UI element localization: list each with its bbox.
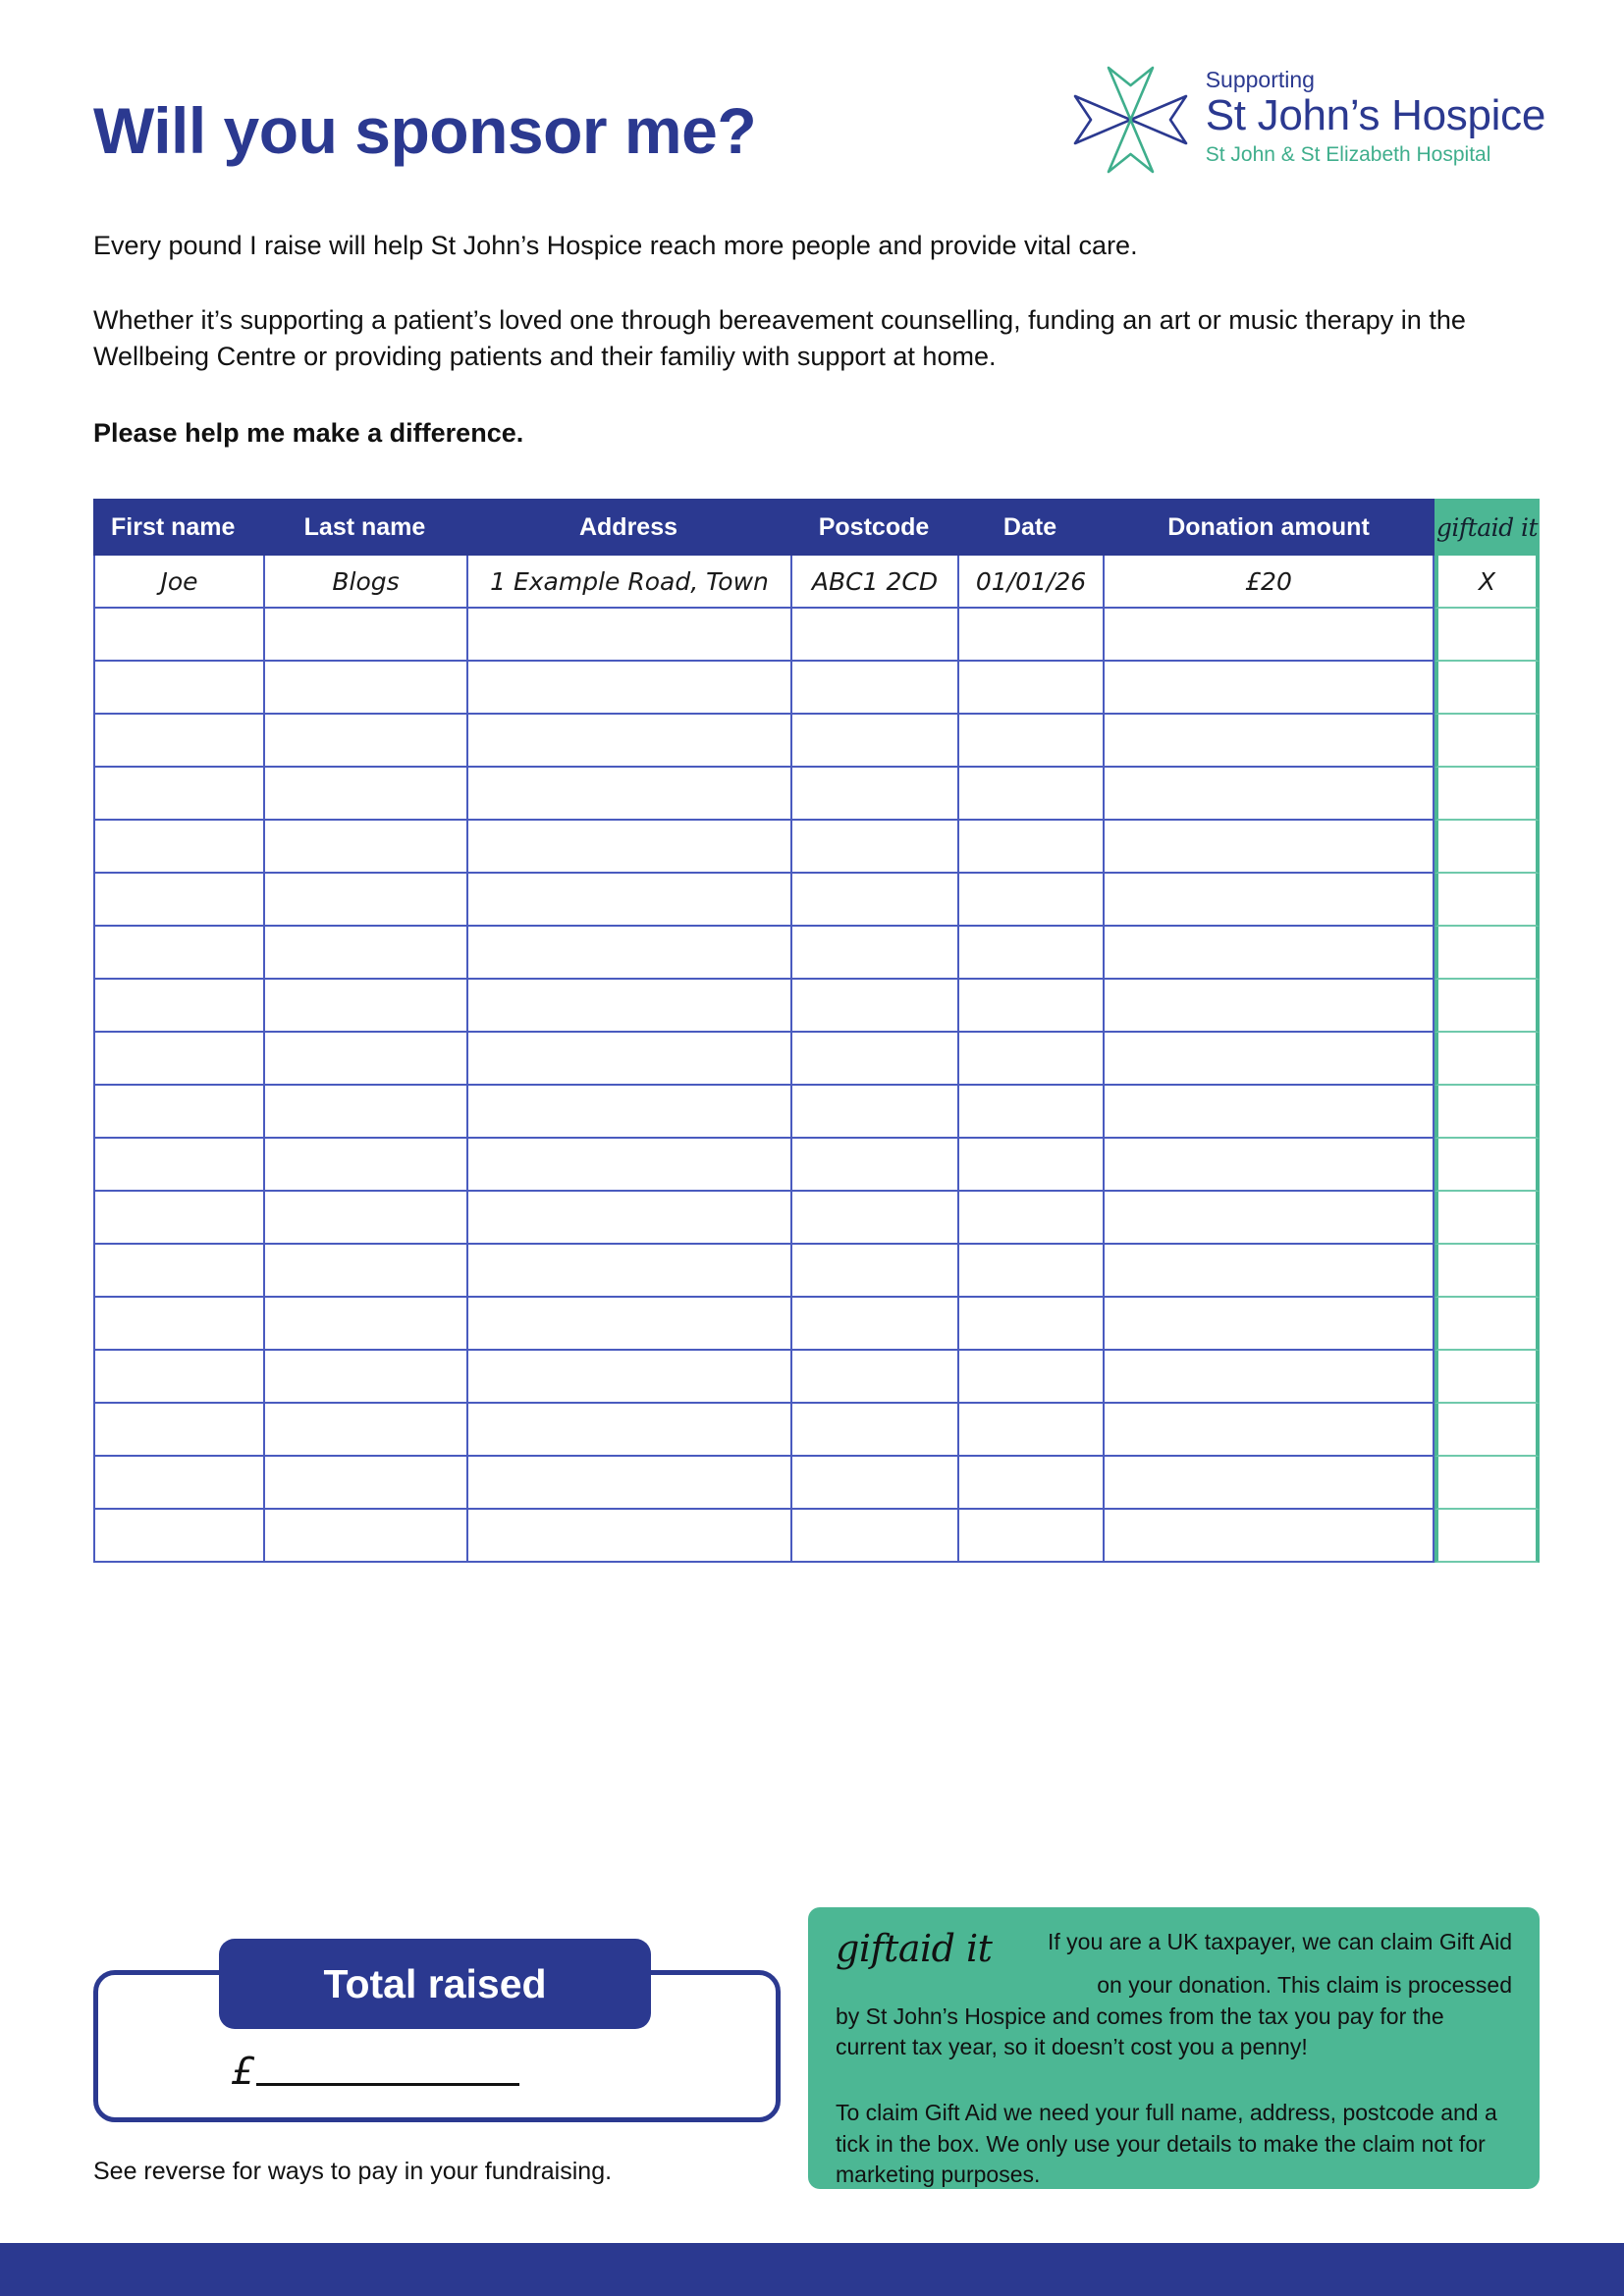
cell-date[interactable]: [957, 927, 1103, 980]
cell-date[interactable]: [957, 662, 1103, 715]
cell-address[interactable]: [466, 1086, 790, 1139]
cell-postcode[interactable]: [790, 1192, 957, 1245]
cell-postcode[interactable]: [790, 1404, 957, 1457]
cell-first-name[interactable]: [93, 1457, 263, 1510]
cell-address[interactable]: [466, 874, 790, 927]
cell-date[interactable]: [957, 1086, 1103, 1139]
table-row: [93, 1457, 1540, 1510]
cell-postcode[interactable]: [790, 715, 957, 768]
cell-last-name[interactable]: [263, 768, 466, 821]
cell-postcode[interactable]: [790, 556, 957, 609]
cell-address[interactable]: [466, 1351, 790, 1404]
cell-amount[interactable]: [1103, 874, 1435, 927]
cell-amount[interactable]: [1103, 1404, 1435, 1457]
cell-first-name[interactable]: [93, 1033, 263, 1086]
column-header-date: Date: [957, 499, 1103, 556]
maltese-cross-icon: [1069, 61, 1192, 179]
column-header-first-name: First name: [93, 499, 263, 556]
table-row: [93, 1351, 1540, 1404]
cell-amount[interactable]: [1103, 1457, 1435, 1510]
table-row: [93, 874, 1540, 927]
cell-amount[interactable]: [1103, 662, 1435, 715]
cell-giftaid-tick[interactable]: [1435, 1245, 1540, 1298]
cell-postcode[interactable]: [790, 1033, 957, 1086]
cell-first-name[interactable]: [93, 927, 263, 980]
cell-first-name[interactable]: [93, 715, 263, 768]
cell-value: Joe: [160, 566, 198, 596]
cell-amount[interactable]: [1103, 1086, 1435, 1139]
cell-address[interactable]: [466, 927, 790, 980]
cell-first-name[interactable]: [93, 1298, 263, 1351]
cell-first-name[interactable]: [93, 1245, 263, 1298]
cell-last-name[interactable]: [263, 1510, 466, 1563]
cell-value: £20: [1245, 566, 1292, 596]
cell-value: ABC1 2CD: [811, 566, 939, 596]
sponsor-table: [93, 499, 1540, 1563]
cell-postcode[interactable]: [790, 1298, 957, 1351]
cell-date[interactable]: [957, 1298, 1103, 1351]
cell-first-name[interactable]: [93, 1351, 263, 1404]
cell-postcode[interactable]: [790, 1510, 957, 1563]
cell-date[interactable]: [957, 556, 1103, 609]
hospice-logo: [1069, 59, 1545, 179]
table-row: [93, 1192, 1540, 1245]
giftaid-info-panel: [808, 1907, 1540, 2189]
cell-postcode[interactable]: [790, 1457, 957, 1510]
pound-symbol: £: [231, 2050, 255, 2093]
table-row: [93, 1139, 1540, 1192]
table-row: [93, 1510, 1540, 1563]
table-row: [93, 821, 1540, 874]
cell-amount[interactable]: [1103, 821, 1435, 874]
table-row: [93, 662, 1540, 715]
page-title: Will you sponsor me?: [93, 94, 757, 167]
cell-date[interactable]: [957, 874, 1103, 927]
cell-last-name[interactable]: [263, 715, 466, 768]
cell-giftaid-tick[interactable]: [1435, 1139, 1540, 1192]
cell-first-name[interactable]: [93, 1510, 263, 1563]
cell-address[interactable]: [466, 715, 790, 768]
cell-last-name[interactable]: [263, 874, 466, 927]
giftaid-paragraph-1c: by St John’s Hospice and comes from the tax you pay for the current tax year, so it doesn’t cost you a penny!: [836, 2002, 1444, 2059]
cell-date[interactable]: [957, 1510, 1103, 1563]
cell-amount[interactable]: [1103, 1033, 1435, 1086]
table-row: [93, 1245, 1540, 1298]
cell-date[interactable]: [957, 1245, 1103, 1298]
cell-last-name[interactable]: [263, 1457, 466, 1510]
cell-last-name[interactable]: [263, 1245, 466, 1298]
cell-address[interactable]: [466, 1139, 790, 1192]
cell-giftaid-tick[interactable]: [1435, 662, 1540, 715]
cell-last-name[interactable]: [263, 609, 466, 662]
footer-bar: [0, 2243, 1624, 2296]
cell-address[interactable]: [466, 609, 790, 662]
cell-postcode[interactable]: [790, 662, 957, 715]
cell-postcode[interactable]: [790, 927, 957, 980]
cell-last-name[interactable]: [263, 1192, 466, 1245]
logo-supporting-label: Supporting: [1205, 67, 1315, 92]
cell-giftaid-tick[interactable]: [1435, 1086, 1540, 1139]
total-raised-entry[interactable]: [231, 2050, 519, 2093]
giftaid-paragraph-1a: If you are a UK taxpayer, we can claim Gift Aid: [1048, 1929, 1512, 1954]
cell-amount[interactable]: [1103, 1351, 1435, 1404]
cell-address[interactable]: [466, 980, 790, 1033]
cell-last-name[interactable]: [263, 1298, 466, 1351]
cell-giftaid-tick[interactable]: [1435, 980, 1540, 1033]
intro-line-3: Please help me make a difference.: [93, 418, 524, 449]
total-raised-label: Total raised: [219, 1939, 651, 2029]
cell-date[interactable]: [957, 1351, 1103, 1404]
cell-date[interactable]: [957, 980, 1103, 1033]
cell-address[interactable]: [466, 1033, 790, 1086]
cell-amount[interactable]: [1103, 556, 1435, 609]
cell-last-name[interactable]: [263, 927, 466, 980]
cell-amount[interactable]: [1103, 715, 1435, 768]
cell-amount[interactable]: [1103, 1192, 1435, 1245]
cell-giftaid-tick[interactable]: [1435, 1457, 1540, 1510]
cell-first-name[interactable]: [93, 821, 263, 874]
column-header-donation-amount: Donation amount: [1103, 499, 1435, 556]
table-row: [93, 980, 1540, 1033]
table-row-example: [93, 556, 1540, 609]
cell-last-name[interactable]: [263, 1139, 466, 1192]
cell-giftaid-tick[interactable]: [1435, 715, 1540, 768]
table-row: [93, 768, 1540, 821]
cell-first-name[interactable]: [93, 1404, 263, 1457]
cell-address[interactable]: [466, 1404, 790, 1457]
cell-amount[interactable]: [1103, 980, 1435, 1033]
cell-giftaid-tick[interactable]: [1435, 609, 1540, 662]
table-row: [93, 1033, 1540, 1086]
cell-giftaid-tick[interactable]: [1435, 768, 1540, 821]
page-header: [93, 59, 1545, 226]
cell-giftaid-tick[interactable]: [1435, 1298, 1540, 1351]
column-header-last-name: Last name: [263, 499, 466, 556]
cell-address[interactable]: [466, 821, 790, 874]
cell-date[interactable]: [957, 1404, 1103, 1457]
cell-giftaid-tick[interactable]: [1435, 874, 1540, 927]
cell-amount[interactable]: [1103, 768, 1435, 821]
cell-postcode[interactable]: [790, 980, 957, 1033]
cell-address[interactable]: [466, 1510, 790, 1563]
cell-first-name[interactable]: [93, 662, 263, 715]
cell-value: Blogs: [332, 566, 400, 596]
cell-first-name[interactable]: [93, 609, 263, 662]
cell-last-name[interactable]: [263, 662, 466, 715]
cell-address[interactable]: [466, 1457, 790, 1510]
cell-date[interactable]: [957, 1139, 1103, 1192]
cell-date[interactable]: [957, 715, 1103, 768]
total-raised-section: [93, 1939, 781, 2125]
cell-value: 1 Example Road, Town: [490, 566, 769, 596]
table-row: [93, 927, 1540, 980]
logo-text-block: [1206, 59, 1545, 168]
cell-giftaid-tick[interactable]: [1435, 1351, 1540, 1404]
cell-value: X: [1478, 566, 1496, 596]
cell-giftaid-tick[interactable]: [1435, 927, 1540, 980]
cell-giftaid-tick[interactable]: [1435, 556, 1540, 609]
cell-address[interactable]: [466, 768, 790, 821]
cell-address[interactable]: [466, 1245, 790, 1298]
cell-date[interactable]: [957, 1033, 1103, 1086]
table-header-row: [93, 499, 1540, 556]
cell-giftaid-tick[interactable]: [1435, 1192, 1540, 1245]
cell-last-name[interactable]: [263, 980, 466, 1033]
table-row: [93, 609, 1540, 662]
intro-line-1: Every pound I raise will help St John’s Hospice reach more people and provide vital care.: [93, 231, 1138, 260]
cell-postcode[interactable]: [790, 1086, 957, 1139]
cell-first-name[interactable]: [93, 1139, 263, 1192]
cell-last-name[interactable]: [263, 821, 466, 874]
intro-line-2: Whether it’s supporting a patient’s loved one through bereavement counselling, funding an art or music therapy in the Wellbeing Centre or providing patients and their familiy with support at home.: [93, 305, 1466, 371]
column-header-postcode: Postcode: [790, 499, 957, 556]
cell-address[interactable]: [466, 662, 790, 715]
cell-amount[interactable]: [1103, 1139, 1435, 1192]
giftaid-paragraph-1b: on your donation. This claim is processed: [1097, 1971, 1512, 1998]
cell-giftaid-tick[interactable]: [1435, 1404, 1540, 1457]
cell-date[interactable]: [957, 1457, 1103, 1510]
cell-postcode[interactable]: [790, 1245, 957, 1298]
cell-date[interactable]: [957, 609, 1103, 662]
giftaid-logo-text: giftaid it: [836, 1927, 993, 1970]
cell-first-name[interactable]: [93, 874, 263, 927]
cell-first-name[interactable]: [93, 980, 263, 1033]
column-header-address: Address: [466, 499, 790, 556]
cell-amount[interactable]: [1103, 1298, 1435, 1351]
cell-address[interactable]: [466, 1192, 790, 1245]
cell-giftaid-tick[interactable]: [1435, 821, 1540, 874]
giftaid-paragraph-2: To claim Gift Aid we need your full name, address, postcode and a tick in the box. We only use your details to make the claim not for marketing purposes.: [836, 2099, 1497, 2188]
cell-amount[interactable]: [1103, 1245, 1435, 1298]
cell-first-name[interactable]: [93, 1086, 263, 1139]
cell-last-name[interactable]: [263, 1086, 466, 1139]
cell-date[interactable]: [957, 1192, 1103, 1245]
cell-first-name[interactable]: [93, 1192, 263, 1245]
cell-amount[interactable]: [1103, 609, 1435, 662]
total-raised-blank-line[interactable]: [256, 2083, 519, 2086]
cell-last-name[interactable]: [263, 1351, 466, 1404]
cell-postcode[interactable]: [790, 1351, 957, 1404]
giftaid-panel-top: [836, 1927, 1512, 1970]
cell-value: 01/01/26: [975, 566, 1087, 596]
cell-amount[interactable]: [1103, 1510, 1435, 1563]
intro-text-block: [93, 228, 1542, 452]
table-row: [93, 715, 1540, 768]
table-row: [93, 1086, 1540, 1139]
cell-last-name[interactable]: [263, 1404, 466, 1457]
column-header-giftaid: giftaid it: [1435, 499, 1540, 556]
cell-giftaid-tick[interactable]: [1435, 1033, 1540, 1086]
cell-address[interactable]: [466, 1298, 790, 1351]
cell-postcode[interactable]: [790, 768, 957, 821]
cell-first-name[interactable]: [93, 768, 263, 821]
see-reverse-note: See reverse for ways to pay in your fundraising.: [93, 2158, 613, 2185]
cell-postcode[interactable]: [790, 874, 957, 927]
table-row: [93, 1298, 1540, 1351]
cell-amount[interactable]: [1103, 927, 1435, 980]
cell-postcode[interactable]: [790, 821, 957, 874]
logo-hospital-name: St John & St Elizabeth Hospital: [1205, 142, 1491, 166]
cell-address[interactable]: [466, 556, 790, 609]
logo-hospice-name: St John’s Hospice: [1205, 91, 1545, 140]
cell-last-name[interactable]: [263, 556, 466, 609]
cell-last-name[interactable]: [263, 1033, 466, 1086]
cell-first-name[interactable]: [93, 556, 263, 609]
cell-date[interactable]: [957, 821, 1103, 874]
table-row: [93, 1404, 1540, 1457]
cell-date[interactable]: [957, 768, 1103, 821]
table-body: [93, 556, 1540, 1563]
cell-giftaid-tick[interactable]: [1435, 1510, 1540, 1563]
cell-postcode[interactable]: [790, 1139, 957, 1192]
cell-postcode[interactable]: [790, 609, 957, 662]
